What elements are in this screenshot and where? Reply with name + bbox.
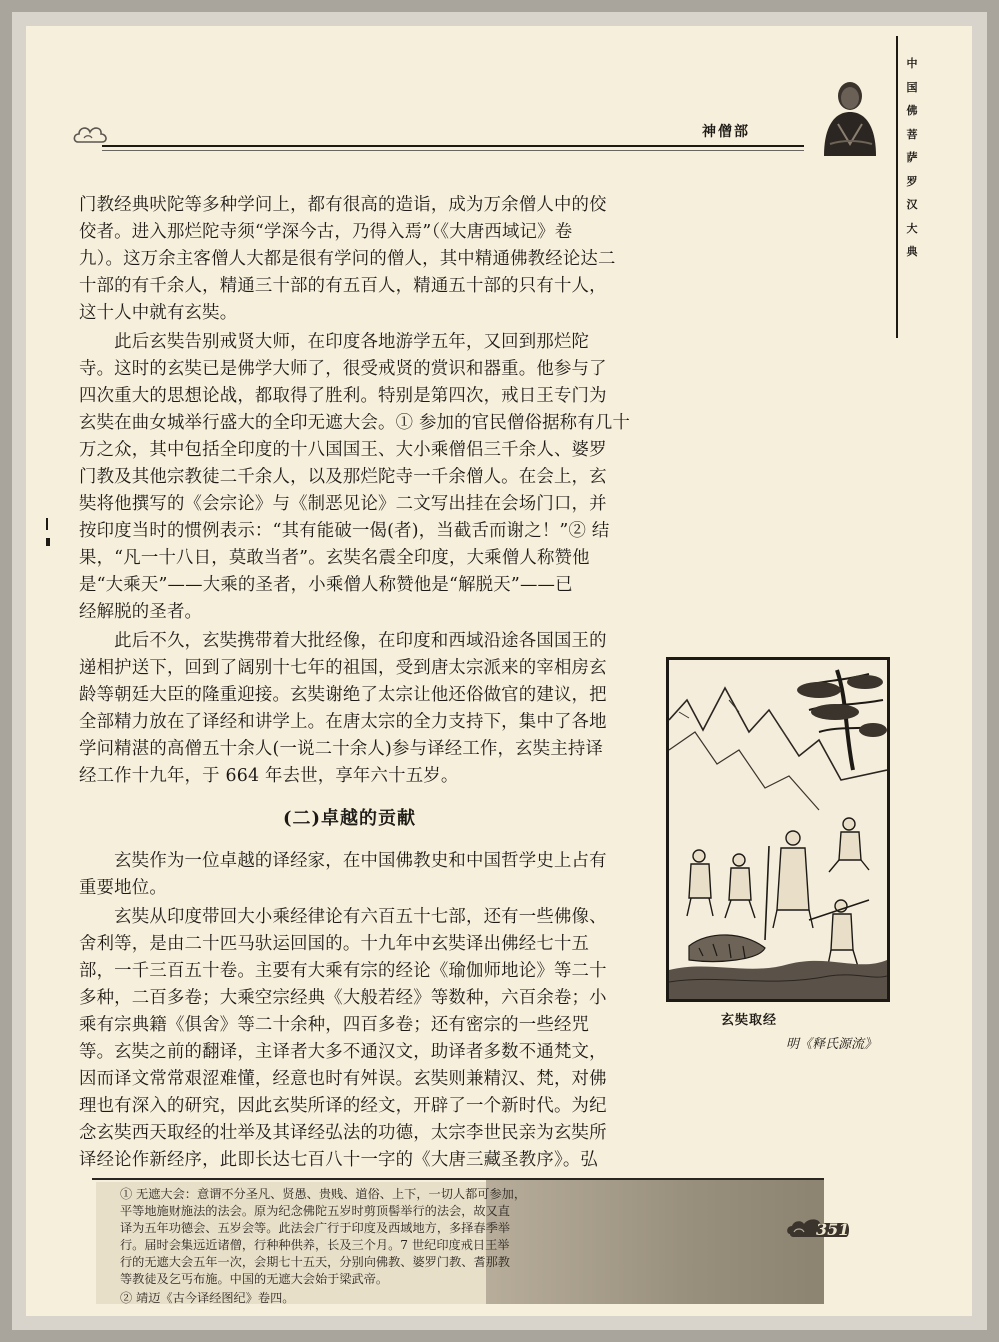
- body-line: 全部精力放在了译经和讲学上。在唐太宗的全力支持下，集中了各地: [79, 712, 607, 732]
- body-line: 寺。这时的玄奘已是佛学大师了，很受戒贤的赏识和器重。他参与了: [79, 359, 607, 379]
- body-line: 学问精湛的高僧五十余人(一说二十余人)参与译经工作，玄奘主持译: [79, 739, 604, 759]
- body-line: 经解脱的圣者。: [79, 602, 203, 622]
- footnote-rule: [92, 1178, 824, 1180]
- body-line: 多种，二百多卷；大乘空宗经典《大般若经》等数种，六百余卷；小: [79, 988, 607, 1008]
- spine-title: 中国佛菩萨罗汉大典: [906, 57, 918, 258]
- woodblock-illustration: [666, 657, 890, 1002]
- section-heading: (二)卓越的贡献: [283, 808, 417, 829]
- body-line: 经工作十九年，于 664 年去世，享年六十五岁。: [79, 766, 459, 786]
- margin-marks: [46, 518, 50, 548]
- body-line: 此后玄奘告别戒贤大师，在印度各地游学五年，又回到那烂陀: [79, 332, 590, 352]
- footnote-line: ② 靖迈《古今译经图纪》卷四。: [120, 1291, 295, 1305]
- body-line: 佼者。进入那烂陀寺须“学深今古，乃得入焉”（《大唐西域记》卷: [79, 222, 573, 242]
- body-line: 四次重大的思想论战，都取得了胜利。特别是第四次，戒日王专门为: [79, 386, 607, 406]
- body-line: 译经论作新经序，此即长达七百八十一字的《大唐三藏圣教序》。弘: [79, 1150, 599, 1170]
- body-line: 部，一千三百五十卷。主要有大乘有宗的经论《瑜伽师地论》等二十: [79, 961, 607, 981]
- body-line: 因而译文常常艰涩难懂，经意也时有舛误。玄奘则兼精汉、梵，对佛: [79, 1069, 607, 1089]
- body-line: 念玄奘西天取经的壮举及其译经弘法的功德，太宗李世民亲为玄奘所: [79, 1123, 607, 1143]
- illustration-caption: 玄奘取经: [721, 1013, 778, 1028]
- footnote-line: ① 无遮大会：意谓不分圣凡、贤愚、贵贱、道俗、上下，一切人都可参加，: [120, 1187, 527, 1201]
- section-label: 神僧部: [702, 124, 750, 140]
- footnote-band: [486, 1178, 824, 1304]
- body-line: 理也有深入的研究，因此玄奘所译的经文，开辟了一个新时代。为纪: [79, 1096, 607, 1116]
- monk-portrait-image: [816, 74, 884, 156]
- body-line: 玄奘作为一位卓越的译经家，在中国佛教史和中国哲学史上占有: [79, 851, 607, 871]
- body-line: 奘将他撰写的《会宗论》与《制恶见论》二文写出挂在会场门口，并: [79, 494, 607, 514]
- body-line: 玄奘从印度带回大小乘经律论有六百五十七部，还有一些佛像、: [79, 907, 607, 927]
- body-line: 递相护送下，回到了阔别十七年的祖国，受到唐太宗派来的宰相房玄: [79, 658, 607, 678]
- body-line: 是“大乘天”——大乘的圣者，小乘僧人称赞他是“解脱天”——已: [79, 575, 573, 595]
- header-rule: [102, 145, 804, 147]
- spine-rule: [896, 36, 898, 338]
- body-line: 此后不久，玄奘携带着大批经像，在印度和西域沿途各国国王的: [79, 631, 607, 651]
- body-line: 万之众，其中包括全印度的十八国国王、大小乘僧侣三千余人、婆罗: [79, 440, 607, 460]
- body-line: 果，“凡一十八日，莫敢当者”。玄奘名震全印度，大乘僧人称赞他: [79, 548, 590, 568]
- body-line: 等。玄奘之前的翻译，主译者大多不通汉文，助译者多数不通梵文，: [79, 1042, 607, 1062]
- footnote-line: 行的无遮大会五年一次，会期七十五天，分别向佛教、婆罗门教、耆那教: [120, 1255, 510, 1269]
- footnote-line: 等教徒及乞丐布施。中国的无遮大会始于梁武帝。: [120, 1272, 389, 1286]
- body-line: 十部的有千余人，精通三十部的有五百人，精通五十部的只有十人，: [79, 276, 607, 296]
- body-line: 这十人中就有玄奘。: [79, 303, 238, 323]
- footnote-line: 平等地施财施法的法会。原为纪念佛陀五岁时剪顶髻举行的法会，故又直: [120, 1204, 510, 1218]
- body-line: 按印度当时的惯例表示：“其有能破一偈(者)，当截舌而谢之！”② 结: [79, 521, 610, 541]
- body-line: 门教经典吠陀等多种学问上，都有很高的造诣，成为万余僧人中的佼: [79, 195, 607, 215]
- body-line: 九）。这万余主客僧人大都是很有学问的僧人，其中精通佛教经论达二: [79, 249, 616, 269]
- body-line: 龄等朝廷大臣的隆重迎接。玄奘谢绝了太宗让他还俗做官的建议，把: [79, 685, 607, 705]
- page-number: 351: [816, 1220, 850, 1239]
- illustration-source: 明《释氏源流》: [786, 1037, 878, 1052]
- body-line: 重要地位。: [79, 878, 167, 898]
- body-line: 乘有宗典籍《俱舍》等二十余种，四百多卷；还有密宗的一些经咒: [79, 1015, 590, 1035]
- footnote-line: 行。届时会集远近诸僧，行种种供养，长及三个月。7 世纪印度戒日王举: [120, 1238, 510, 1252]
- footnote-line: 译为五年功德会、五岁会等。此法会广行于印度及西域地方，多择春季举: [120, 1221, 510, 1235]
- body-line: 舍利等，是由二十匹马驮运回国的。十九年中玄奘译出佛经七十五: [79, 934, 590, 954]
- header-rule-thin: [102, 150, 804, 151]
- body-line: 门教及其他宗教徒二千余人，以及那烂陀寺一千余僧人。在会上，玄: [79, 467, 607, 487]
- body-line: 玄奘在曲女城举行盛大的全印无遮大会。① 参加的官民僧俗据称有几十: [79, 413, 631, 433]
